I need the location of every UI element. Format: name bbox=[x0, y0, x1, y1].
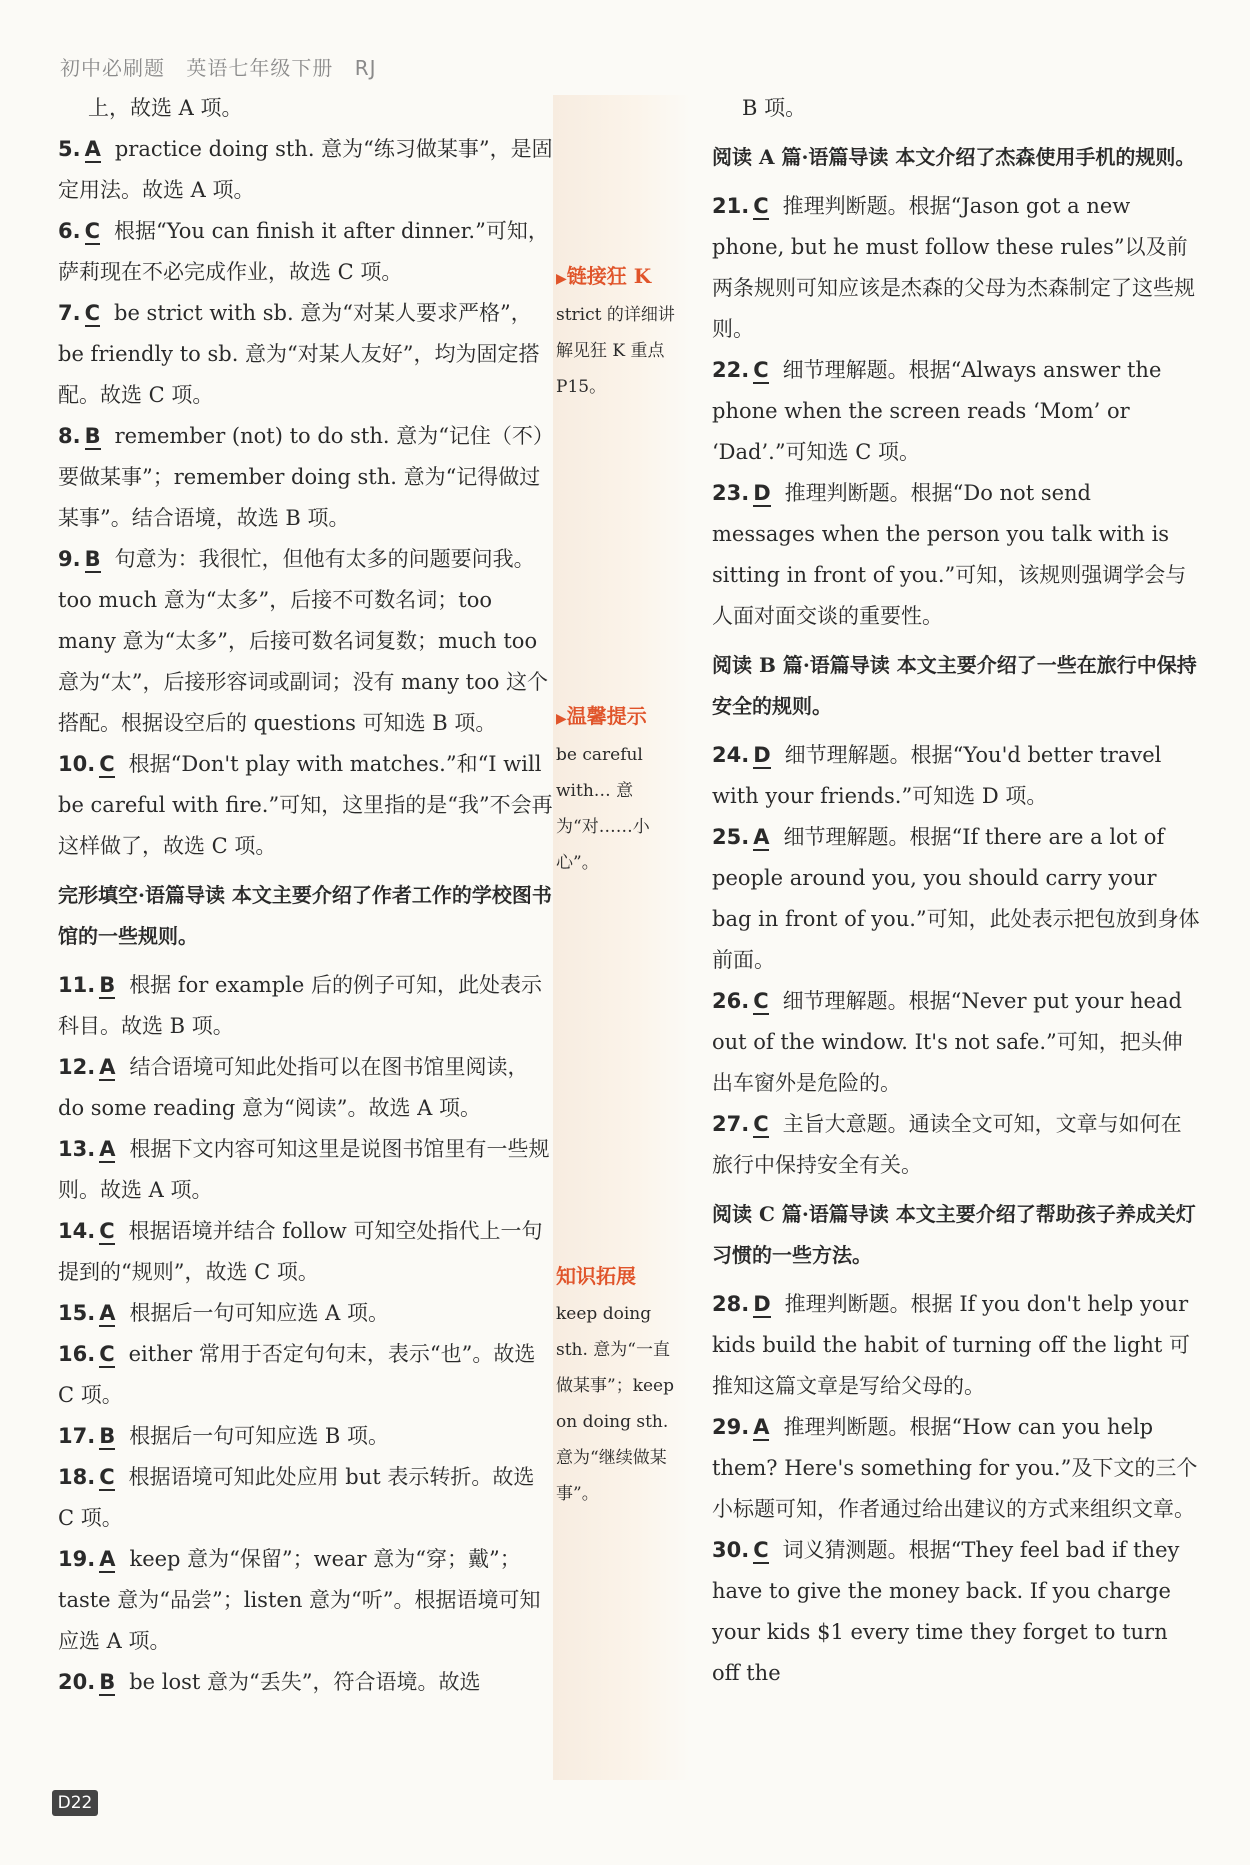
answer-list-2 bbox=[58, 965, 553, 1703]
explanation-text: 根据下文内容可知这里是说图书馆里有一些规则。故选 A 项。 bbox=[58, 1137, 550, 1202]
explanation-text: 根据后一句可知应选 B 项。 bbox=[129, 1424, 390, 1448]
answer-letter: D bbox=[753, 1292, 771, 1316]
question-number: 26. bbox=[712, 989, 750, 1013]
answer-letter: C bbox=[84, 301, 101, 325]
question-number: 21. bbox=[712, 194, 750, 218]
answer-letter: D bbox=[753, 743, 771, 767]
question-number: 5. bbox=[58, 137, 81, 161]
side-note-tip bbox=[556, 698, 686, 881]
answer-letter: D bbox=[753, 481, 771, 505]
answer-item bbox=[58, 744, 553, 867]
answer-item bbox=[58, 1662, 553, 1703]
answer-item bbox=[58, 1539, 553, 1662]
answer-item bbox=[712, 473, 1200, 637]
page-number: D22 bbox=[52, 1790, 98, 1816]
answer-item bbox=[58, 1416, 553, 1457]
answer-item bbox=[58, 1334, 553, 1416]
question-number: 13. bbox=[58, 1137, 96, 1161]
question-number: 19. bbox=[58, 1547, 96, 1571]
question-number: 27. bbox=[712, 1112, 750, 1136]
explanation-text: 句意为：我很忙，但他有太多的问题要问我。too much 意为“太多”，后接不可数名词；too many 意为“太多”，后接可数名词复数；much too 意为“太”，后接形容词或副词；没有 many too 这个搭配。根据设空后的 questions 可知选 B 项。 bbox=[58, 547, 549, 735]
answer-letter: C bbox=[99, 752, 115, 776]
explanation-text: remember (not) to do sth. 意为“记住（不）要做某事”；remember doing sth. 意为“记得做过某事”。结合语境，故选 B 项。 bbox=[58, 424, 544, 530]
question-number: 7. bbox=[58, 301, 81, 325]
answer-letter: B bbox=[84, 547, 101, 571]
answer-letter: A bbox=[753, 825, 770, 849]
side-note-text: be careful with… 意为“对……小心”。 bbox=[556, 745, 650, 873]
answer-letter: A bbox=[99, 1547, 116, 1571]
question-number: 22. bbox=[712, 358, 750, 382]
question-number: 17. bbox=[58, 1424, 96, 1448]
explanation-text: 推理判断题。根据“Jason got a new phone, but he must follow these rules”以及前两条规则可知应该是杰森的父母为杰森制定了这些规则。 bbox=[712, 194, 1195, 341]
answer-letter: A bbox=[99, 1137, 116, 1161]
question-number: 9. bbox=[58, 547, 81, 571]
arrow-icon: ▶ bbox=[556, 271, 567, 287]
arrow-icon: ▶ bbox=[556, 711, 567, 727]
answer-letter: A bbox=[99, 1055, 116, 1079]
page-header bbox=[60, 52, 391, 81]
side-note-text: keep doing sth. 意为“一直做某事”；keep on doing sth. 意为“继续做某事”。 bbox=[556, 1304, 674, 1504]
answer-item bbox=[712, 1407, 1200, 1530]
answer-item bbox=[712, 981, 1200, 1104]
question-number: 20. bbox=[58, 1670, 96, 1694]
explanation-text: 推理判断题。根据“How can you help them? Here's something for you.”及下文的三个小标题可知，作者通过给出建议的方式来组织文章。 bbox=[712, 1415, 1198, 1521]
answer-item bbox=[712, 1104, 1200, 1186]
explanation-text: 细节理解题。根据“If there are a lot of people around you, you should carry your bag in front of you.”可知，此处表示把包放到身体前面。 bbox=[712, 825, 1200, 972]
question-number: 23. bbox=[712, 481, 750, 505]
answer-list-1 bbox=[58, 129, 553, 867]
continued-text: B 项。 bbox=[742, 96, 807, 120]
answer-letter: C bbox=[99, 1342, 115, 1366]
answer-item bbox=[712, 1284, 1200, 1407]
question-number: 14. bbox=[58, 1219, 96, 1243]
explanation-text: 根据“Don't play with matches.”和“I will be careful with fire.”可知，这里指的是“我”不会再这样做了，故选 C 项。 bbox=[58, 752, 553, 858]
subject-title: 英语七年级下册 bbox=[186, 56, 334, 80]
answer-item bbox=[58, 1293, 553, 1334]
answer-item bbox=[58, 539, 553, 744]
question-number: 6. bbox=[58, 219, 81, 243]
answer-item bbox=[58, 293, 553, 416]
explanation-text: be lost 意为“丢失”，符合语境。故选 bbox=[129, 1670, 481, 1694]
explanation-text: 结合语境可知此处指可以在图书馆里阅读，do some reading 意为“阅读”。故选 A 项。 bbox=[58, 1055, 529, 1120]
answer-item bbox=[712, 350, 1200, 473]
explanation-text: 根据后一句可知应选 A 项。 bbox=[129, 1301, 389, 1325]
side-note-text: strict 的详细讲解见狂 K 重点 P15。 bbox=[556, 305, 675, 397]
answer-letter: B bbox=[84, 424, 101, 448]
explanation-text: 根据“You can finish it after dinner.”可知，萨莉现在不必完成作业，故选 C 项。 bbox=[58, 219, 549, 284]
reading-b-intro: 阅读 B 篇·语篇导读 本文主要介绍了一些在旅行中保持安全的规则。 bbox=[712, 653, 1197, 718]
answer-letter: C bbox=[84, 219, 101, 243]
edition-label: RJ bbox=[354, 56, 377, 80]
question-number: 15. bbox=[58, 1301, 96, 1325]
answer-item bbox=[712, 1530, 1200, 1694]
explanation-text: be strict with sb. 意为“对某人要求严格”，be friendly to sb. 意为“对某人友好”，均为固定搭配。故选 C 项。 bbox=[58, 301, 540, 407]
answer-list-b bbox=[712, 735, 1200, 1186]
explanation-text: 根据语境并结合 follow 可知空处指代上一句提到的“规则”，故选 C 项。 bbox=[58, 1219, 543, 1284]
right-column bbox=[712, 88, 1200, 1694]
question-number: 28. bbox=[712, 1292, 750, 1316]
explanation-text: 根据 for example 后的例子可知，此处表示科目。故选 B 项。 bbox=[58, 973, 542, 1038]
question-number: 16. bbox=[58, 1342, 96, 1366]
answer-letter: B bbox=[99, 1424, 116, 1448]
answer-letter: C bbox=[99, 1219, 115, 1243]
answer-letter: C bbox=[753, 989, 769, 1013]
answer-item bbox=[58, 1129, 553, 1211]
question-number: 29. bbox=[712, 1415, 750, 1439]
continued-text: 上，故选 A 项。 bbox=[88, 96, 243, 120]
answer-item bbox=[58, 1047, 553, 1129]
question-number: 10. bbox=[58, 752, 96, 776]
explanation-text: 推理判断题。根据“Do not send messages when the person you talk with is sitting in front of you.”可知，该规则强调学会与人面对面交谈的重要性。 bbox=[712, 481, 1187, 628]
book-title: 初中必刷题 bbox=[60, 56, 165, 80]
side-note-link bbox=[556, 258, 686, 405]
side-note-title: 知识拓展 bbox=[556, 1264, 636, 1288]
explanation-text: practice doing sth. 意为“练习做某事”，是固定用法。故选 A 项。 bbox=[58, 137, 553, 202]
answer-letter: C bbox=[753, 1538, 769, 1562]
reading-a-intro: 阅读 A 篇·语篇导读 本文介绍了杰森使用手机的规则。 bbox=[712, 145, 1196, 169]
explanation-text: keep 意为“保留”；wear 意为“穿；戴”；taste 意为“品尝”；listen 意为“听”。根据语境可知应选 A 项。 bbox=[58, 1547, 541, 1653]
side-note-title: 链接狂 K bbox=[566, 264, 652, 288]
explanation-text: 词义猜测题。根据“They feel bad if they have to give the money back. If you charge your kids $1 every time they forget to turn off the bbox=[712, 1538, 1180, 1685]
answer-letter: C bbox=[99, 1465, 115, 1489]
answer-item bbox=[712, 186, 1200, 350]
question-number: 8. bbox=[58, 424, 81, 448]
answer-letter: B bbox=[99, 973, 116, 997]
side-note-extension bbox=[556, 1258, 686, 1512]
explanation-text: 细节理解题。根据“You'd better travel with your friends.”可知选 D 项。 bbox=[712, 743, 1162, 808]
explanation-text: 细节理解题。根据“Never put your head out of the window. It's not safe.”可知，把头伸出车窗外是危险的。 bbox=[712, 989, 1183, 1095]
answer-item bbox=[58, 965, 553, 1047]
reading-c-intro: 阅读 C 篇·语篇导读 本文主要介绍了帮助孩子养成关灯习惯的一些方法。 bbox=[712, 1202, 1196, 1267]
answer-item bbox=[712, 735, 1200, 817]
answer-item bbox=[58, 1457, 553, 1539]
explanation-text: 主旨大意题。通读全文可知，文章与如何在旅行中保持安全有关。 bbox=[712, 1112, 1182, 1177]
cloze-section-intro: 完形填空·语篇导读 本文主要介绍了作者工作的学校图书馆的一些规则。 bbox=[58, 883, 552, 948]
answer-letter: C bbox=[753, 1112, 769, 1136]
answer-letter: C bbox=[753, 358, 769, 382]
question-number: 12. bbox=[58, 1055, 96, 1079]
question-number: 11. bbox=[58, 973, 96, 997]
answer-letter: A bbox=[99, 1301, 116, 1325]
explanation-text: 细节理解题。根据“Always answer the phone when the screen reads ‘Mom’ or ‘Dad’.”可知选 C 项。 bbox=[712, 358, 1162, 464]
explanation-text: either 常用于否定句句末，表示“也”。故选 C 项。 bbox=[58, 1342, 536, 1407]
answer-item bbox=[712, 817, 1200, 981]
question-number: 24. bbox=[712, 743, 750, 767]
answer-item bbox=[58, 416, 553, 539]
question-number: 18. bbox=[58, 1465, 96, 1489]
left-column bbox=[58, 88, 553, 1703]
answer-list-c bbox=[712, 1284, 1200, 1694]
question-number: 25. bbox=[712, 825, 750, 849]
answer-letter: B bbox=[99, 1670, 116, 1694]
answer-list-a bbox=[712, 186, 1200, 637]
side-note-title: 温馨提示 bbox=[566, 704, 647, 728]
answer-letter: A bbox=[753, 1415, 770, 1439]
answer-item bbox=[58, 129, 553, 211]
explanation-text: 推理判断题。根据 If you don't help your kids build the habit of turning off the light 可推知这篇文章是写给父母的。 bbox=[712, 1292, 1191, 1398]
answer-letter: A bbox=[84, 137, 101, 161]
answer-item bbox=[58, 211, 553, 293]
question-number: 30. bbox=[712, 1538, 750, 1562]
answer-item bbox=[58, 1211, 553, 1293]
answer-letter: C bbox=[753, 194, 769, 218]
explanation-text: 根据语境可知此处应用 but 表示转折。故选 C 项。 bbox=[58, 1465, 535, 1530]
